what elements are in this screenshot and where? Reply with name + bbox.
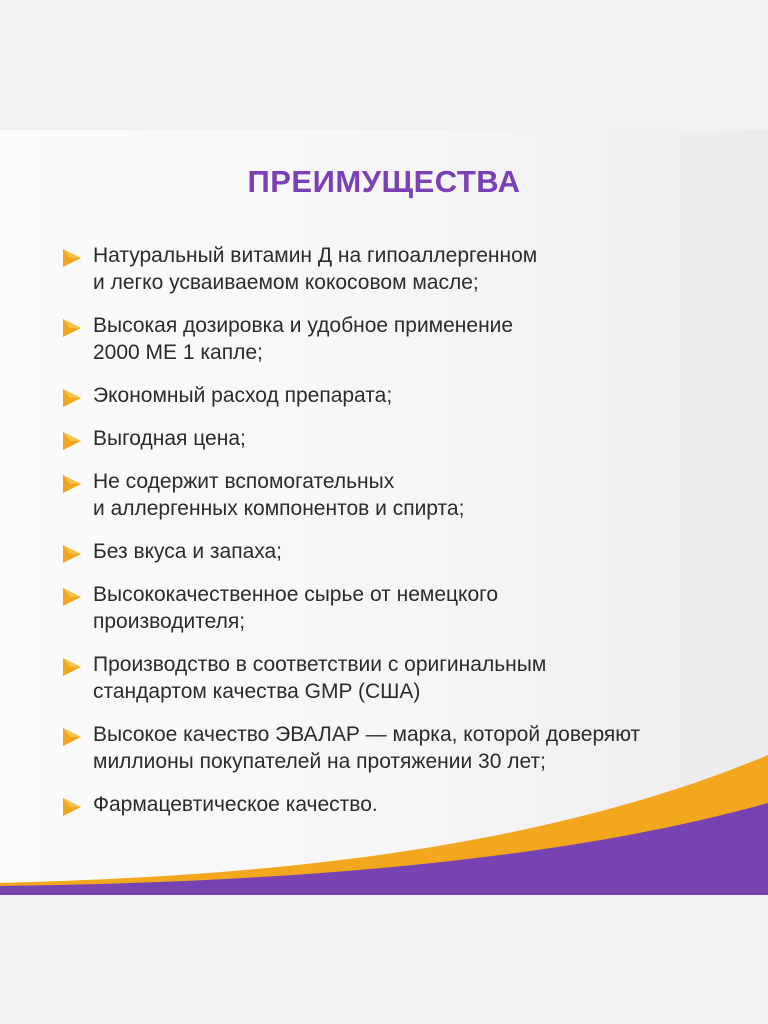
benefits-list [60,242,740,834]
list-item-text: Не содержит вспомогательных и аллергенных компонентов и спирта; [93,470,465,520]
list-item-text: Экономный расход препарата; [93,384,393,407]
list-item-text: Производство в соответствии с оригинальным стандартом качества GMP (США) [93,653,547,703]
decorative-wave [0,755,768,895]
benefits-card [0,130,768,895]
play-arrow-icon [61,726,83,748]
list-item [60,581,740,635]
list-item [60,538,740,565]
play-arrow-icon [61,247,83,269]
list-item [60,382,740,409]
list-item-text: Высококачественное сырье от немецкого производителя; [93,583,499,633]
list-item [60,425,740,452]
play-arrow-icon [61,387,83,409]
list-item-text: Фармацевтическое качество. [93,793,378,816]
list-item [60,468,740,522]
play-arrow-icon [61,586,83,608]
play-arrow-icon [61,656,83,678]
list-item [60,242,740,296]
list-item [60,651,740,705]
list-item-text: Высокая дозировка и удобное применение 2000 МЕ 1 капле; [93,314,514,364]
play-arrow-icon [61,473,83,495]
play-arrow-icon [61,430,83,452]
list-item-text: Без вкуса и запаха; [93,540,283,563]
list-item-text: Высокое качество ЭВАЛАР — марка, которой доверяют миллионы покупателей на протяжении 30 лет; [93,723,641,773]
play-arrow-icon [61,543,83,565]
play-arrow-icon [61,317,83,339]
list-item [60,312,740,366]
page-title: ПРЕИМУЩЕСТВА [247,164,521,199]
list-item-text: Выгодная цена; [93,427,246,450]
list-item-text: Натуральный витамин Д на гипоаллергенном и легко усваиваемом кокосовом масле; [93,244,538,294]
